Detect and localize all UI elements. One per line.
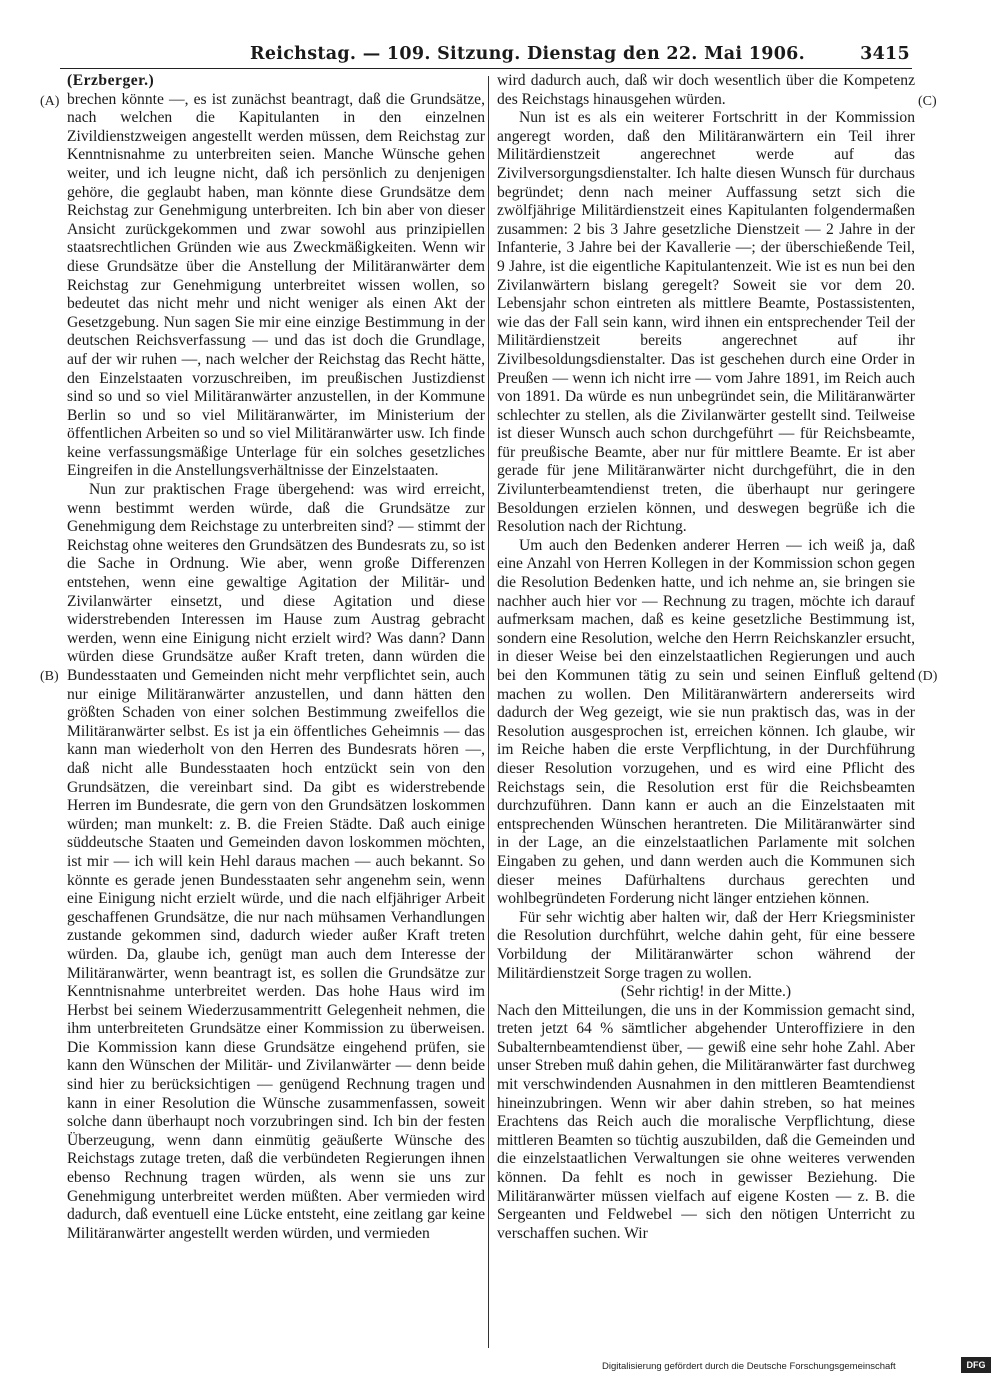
page-number: 3415 bbox=[860, 44, 910, 64]
header-rule bbox=[60, 68, 912, 69]
margin-marker-d: (D) bbox=[918, 669, 938, 684]
footer-credit: Digitalisierung gefördert durch die Deutsche Forschungsgemeinschaft bbox=[602, 1361, 896, 1372]
paragraph: Um auch den Bedenken anderer Herren — ich weiß ja, daß eine Anzahl von Herren Kollegen in der Kommission schon gegen die Resolution Bedenken hatte, und ich nehme an, sie bringen sie nachher auch hier vor — Rechnung zu tragen, möchte ich darauf aufmerksam machen, daß es keine gesetzliche Bestimmung ist, sondern eine Resolution, welche den Herrn Reichskanzler ersucht, in dieser Weise bei den einzelstaatlichen Regierungen und auch bei den Kommunen tätig zu sein und seinen Einfluß geltend machen zu wollen. Den Militäranwärtern andererseits wird dadurch der Weg gezeigt, wie sie nun praktisch das, was in der Resolution ausgesprochen ist, erreichen können. Ich glaube, wir im Reiche haben die erste Verpflichtung, in der Durchführung dieser Resolution vorzugehen, und es wird eine Pflicht des Reichstags sein, die Resolution erst für die Reichsbeamten durchzuführen. Dann kann er auch an die Einzelstaaten mit entsprechenden Wünschen herantreten. Die Militäranwärter sind in der Lage, an die einzelstaatlichen Parlamente mit solchen Eingaben zu gehen, und dann werden auch die Kommunen sich dieser meines Dafürhaltens durchaus gerechten und wohlbegründeten Forderung nicht länger entziehen können. bbox=[497, 536, 915, 908]
dfg-logo: DFG bbox=[961, 1357, 991, 1373]
paragraph: wird dadurch auch, daß wir doch wesentlich über die Kompetenz des Reichstags hinausgehen würden. bbox=[497, 72, 915, 108]
paragraph: Nach den Mitteilungen, die uns in der Kommission gemacht sind, treten jetzt 64 % sämtlicher abgehender Unteroffiziere in den Subalternbeamtendienst über, — gewiß eine sehr hohe Zahl. Aber unser Streben muß dahin gehen, die Militäranwärter fast durchweg mit verschwindenden Ausnahmen in den mittleren Beamtendienst hineinzubringen. Wenn wir aber dahin streben, so hat meines Erachtens das Reich auch die moralische Verpflichtung, diese mittleren Beamten so tüchtig auszubilden, daß die Gemeinden und die einzelstaatlichen Verwaltungen sie ohne weiteres verwenden können. Da fehlt es noch in gewisser Beziehung. Die Militäranwärter müssen vielfach auf eigene Kosten — z. B. die Sergeanten und Feldwebel — sich den nötigen Unterricht zu verschaffen suchen. Wir bbox=[497, 1001, 915, 1242]
paragraph: Nun zur praktischen Frage übergehend: was wird erreicht, wenn bestimmt werden würde, daß die Grundsätze zur Genehmigung dem Reichstage zu unterbreiten sind? — stimmt der Reichstag ohne weiteres den Grundsätzen des Bundesrats zu, so ist die Sache in Ordnung. Wie aber, wenn große Differenzen entstehen, wenn eine gewaltige Agitation der Militär- und Zivilanwärter einsetzt, und diese Agitation und diese widerstrebenden Interessen im Hause zum Austrag gebracht werden, wenn eine Einigung nicht erzielt wird? Was dann? Dann würden diese Grundsätze außer Kraft treten, dann würden die Bundesstaaten und Gemeinden nicht mehr verpflichtet sein, auch nur einige Militäranwärter anzustellen, und dann hätten den größten Schaden von einer solchen Bestimmung zweifellos die Militäranwärter selbst. Es ist ja ein öffentliches Geheimnis — das kann man wiederholt von den Herren des Bundesrats hören —, daß nicht alle Bundesstaaten hoch entzückt sein von den Grundsätzen, die vereinbart sind. Da gibt es widerstrebende Herren im Bundesrate, die gern von den Grundsätzen loskommen würden; man munkelt: z. B. die Freien Städte. Daß auch einige süddeutsche Staaten und Gemeinden davon loskommen möchten, ist mir — ich will kein Hehl daraus machen — auch bekannt. So könnte es gerade jenen Bundesstaaten sehr angenehm sein, wenn eine Einigung nicht erzielt würde, und die nach elfjähriger Arbeit geschaffenen Grundsätze, die nur nach mühsamen Verhandlungen zustande gekommen sind, dadurch wieder außer Kraft treten würden. Da, glaube ich, genügt man auch dem Interesse der Militäranwärter, wenn beantragt ist, es sollen die Grundsätze zur Kenntnisnahme unterbreitet werden. Das hohe Haus wird im Herbst bei seinem Wiederzusammentritt Gelegenheit nehmen, die ihm unterbreiteten Grundsätze einer Kommission zu überweisen. Die Kommission kann diese Grundsätze eingehend prüfen, sie kann den Wünschen der Militär- und Zivilanwärter — denn beide sind hier zu berücksichtigen — genügend Rechnung tragen und kann in einer Resolution die Wünsche zusammenfassen, soweit solche dann überhaupt noch vorzubringen sind. Ich bin der festen Überzeugung, wenn dann einmütig geäußerte Wünsche des Reichstags zutage treten, daß die verbündeten Regierungen ihnen ebenso Rechnung tragen würden, als wenn sie uns zur Genehmigung unterbreitet werden müßten. Aber vermieden wird dadurch, daß eventuell eine Lücke entsteht, eine zeitlang gar keine Militäranwärter angestellt werden würden, und vermieden bbox=[67, 481, 485, 1242]
interjection: (Sehr richtig! in der Mitte.) bbox=[620, 983, 792, 1001]
running-title: Reichstag. — 109. Sitzung. Dienstag den 22. Mai 1906. bbox=[250, 44, 806, 64]
right-column bbox=[497, 72, 915, 1350]
paragraph: brechen könnte —, es ist zunächst beantragt, daß die Grundsätze, nach welchen die Kapitulanten in den einzelnen Zivildienstzweigen angestellt werden müssen, dem Reichstag zur Kenntnisnahme zu unterbreiten seien. Manche Wünsche gehen weiter, und ich leugne nicht, daß ich persönlich zu denjenigen gehöre, die geglaubt haben, man könnte diese Grundsätze dem Reichstag zur Genehmigung unterbreiten. Ich bin aber von dieser Ansicht zurückgekommen und zwar sowohl aus prinzipiellen staatsrechtlichen Gründen wie aus Zweckmäßigkeiten. Wenn wir diese Grundsätze über die Anstellung der Militäranwärter dem Reichstag zur Genehmigung unterbreitet wissen wollen, so bedeutet das nicht mehr und nicht weniger als einen Akt der Gesetzgebung. Nun sagen Sie mir eine einzige Bestimmung in der deutschen Reichsverfassung — und das ist doch die Grundlage, auf der wir ruhen —, nach welcher der Reichstag das Recht hätte, den Einzelstaaten vorzuschreiben, im preußischen Justizdienst sind so und so viel Militäranwärter anzustellen, in der Kommune Berlin so und so viel Militäranwärter, im Ministerium der öffentlichen Arbeiten so und so viel Militäranwärter usw. Ich finde keine verfassungsmäßige Unterlage für ein solches gesetzliches Eingreifen in die Anstellungsverhältnisse der Einzelstaaten. bbox=[67, 90, 485, 480]
margin-marker-c: (C) bbox=[918, 94, 937, 109]
speaker-name: (Erzberger.) bbox=[67, 72, 155, 89]
column-divider bbox=[488, 76, 489, 1348]
margin-marker-a: (A) bbox=[40, 94, 60, 109]
margin-marker-b: (B) bbox=[40, 669, 59, 684]
paragraph: Für sehr wichtig aber halten wir, daß der Herr Kriegsminister die Resolution durchführt, welche dahin geht, für eine bessere Vorbildung der Militäranwärter schon während der Militärdienstzeit Sorge tragen zu wollen. bbox=[497, 908, 915, 982]
left-column bbox=[67, 72, 485, 1350]
paragraph: Nun ist es als ein weiterer Fortschritt in der Kommission angeregt worden, daß den Militäranwärtern ein Teil ihrer Militärdienstzeit angerechnet werde auf das Zivilversorgungsdienstalter. Ich halte diesen Wunsch für durchaus begründet; denn nach meiner Auffassung setzt sich die zwölfjährige Militärdienstzeit eines Kapitulanten folgendermaßen zusammen: 2 bis 3 Jahre gesetzliche Dienstzeit — 2 Jahre in der Infanterie, 3 Jahre bei der Kavallerie —; der überschießende Teil, 9 Jahre, ist die eigentliche Kapitulantenzeit. Wie ist es nun bei den Zivilanwärtern bislang geregelt? Soweit sie vor dem 20. Lebensjahr schon eintreten als mittlere Beamte, Postassistenten, wie das der Fall sein kann, wird ihnen ein entsprechender Teil der Militärdienstzeit bereits angerechnet auf ihr Zivilbesoldungsdienstalter. Das ist geschehen durch eine Order in Preußen — wenn ich nicht irre — vom Jahre 1891, im Reich auch von 1891. Da würde es nun unbegründet sein, die Militäranwärter schlechter zu stellen, als die Zivilanwärter gestellt sind. Teilweise ist dieser Wunsch auch schon durchgeführt — für Reichsbeamte, für preußische Beamte, aber nur für mittlere Beamte. Er ist aber gerade für jene Militäranwärter nicht durchgeführt, die in den Zivilunterbeamtendienst treten, die überhaupt nur geringere Besoldungen erzielen können, und deswegen begrüße ich die Resolution nach der Richtung. bbox=[497, 109, 915, 536]
page-header bbox=[250, 44, 910, 68]
